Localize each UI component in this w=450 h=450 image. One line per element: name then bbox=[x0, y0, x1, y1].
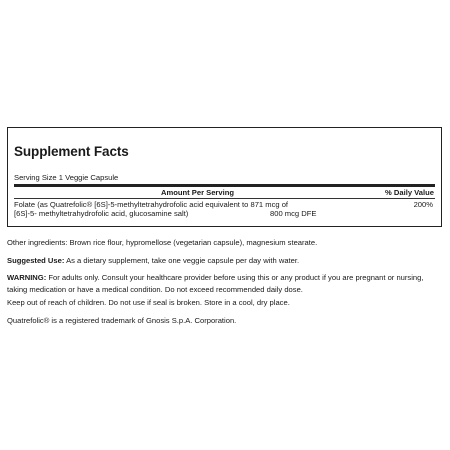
nutrient-daily-value: 200% bbox=[413, 200, 433, 209]
storage-instructions: Keep out of reach of children. Do not use if seal is broken. Store in a cool, dry place. bbox=[7, 298, 290, 307]
warning-text: For adults only. Consult your healthcare provider before using this or any product if you are pregnant or nursing, taking medication or have a medical condition. Do not exceed recommended daily dose. bbox=[7, 273, 424, 294]
suggested-use-label: Suggested Use: bbox=[7, 256, 65, 265]
other-ingredients: Other ingredients: Brown rice flour, hypromellose (vegetarian capsule), magnesium stearate. bbox=[7, 238, 318, 247]
serving-size: Serving Size 1 Veggie Capsule bbox=[14, 173, 119, 182]
warning bbox=[7, 272, 443, 295]
thin-divider bbox=[14, 198, 435, 199]
warning-label: WARNING: bbox=[7, 273, 47, 282]
nutrient-row-folate bbox=[14, 200, 435, 224]
suggested-use bbox=[7, 255, 443, 267]
facts-header-row bbox=[14, 188, 435, 198]
nutrient-name-line1: Folate (as Quatrefolic® [6S]-5-methyltetrahydrofolic acid equivalent to 871 mcg of bbox=[14, 200, 289, 209]
daily-value-header: % Daily Value bbox=[385, 188, 434, 197]
nutrient-amount: 800 mcg DFE bbox=[270, 209, 317, 218]
supplement-facts-title: Supplement Facts bbox=[14, 144, 129, 159]
suggested-use-text: As a dietary supplement, take one veggie capsule per day with water. bbox=[64, 256, 300, 265]
nutrient-name-line2: [6S]-5- methyltetrahydrofolic acid, glucosamine salt) bbox=[14, 209, 189, 218]
amount-per-serving-header: Amount Per Serving bbox=[161, 188, 234, 197]
supplement-facts-panel bbox=[7, 127, 442, 227]
trademark-notice: Quatrefolic® is a registered trademark of Gnosis S.p.A. Corporation. bbox=[7, 316, 237, 325]
thick-divider bbox=[14, 184, 435, 187]
